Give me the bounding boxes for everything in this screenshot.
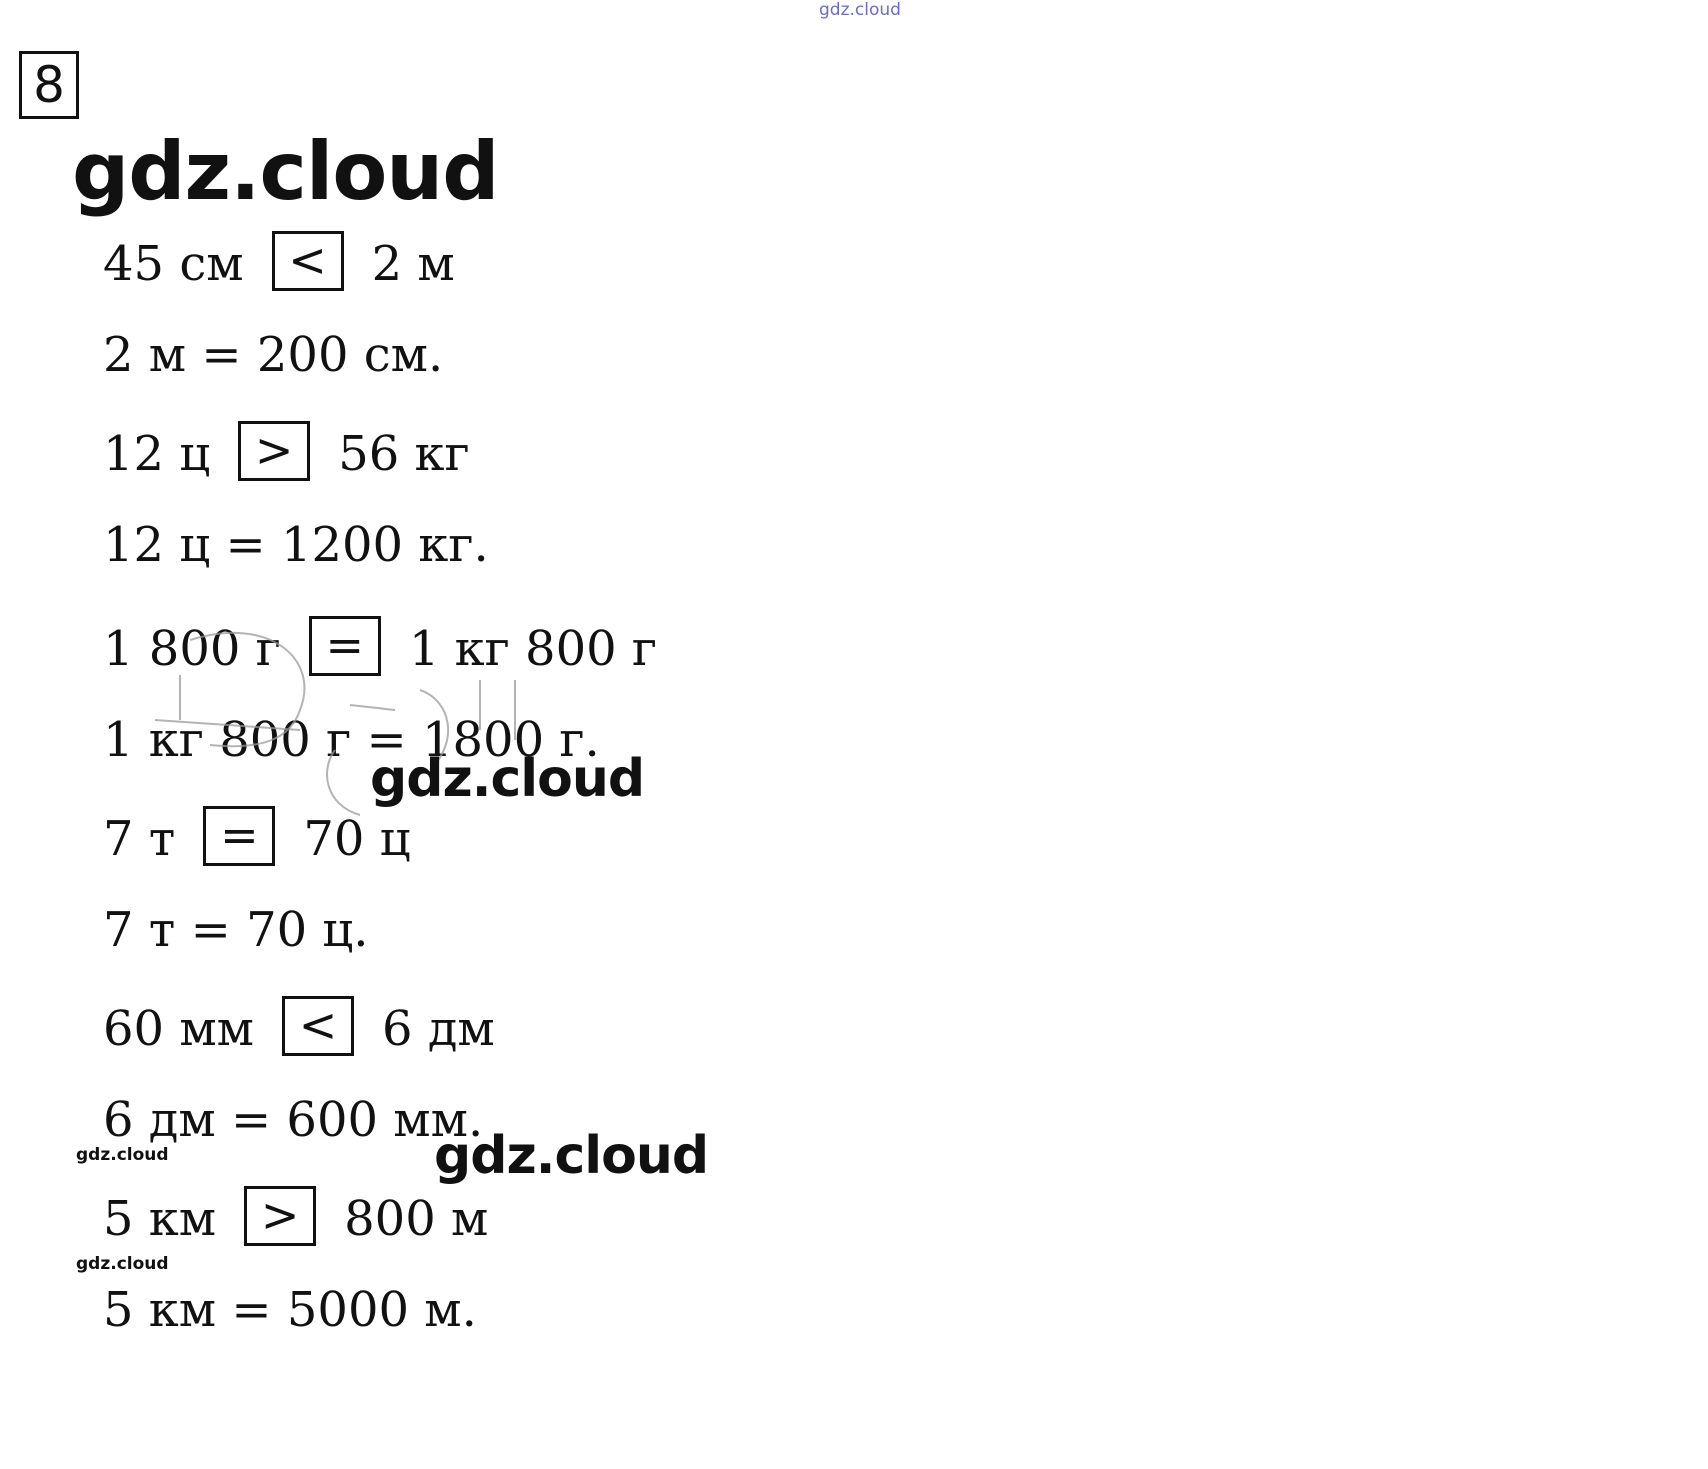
conversion-row-1: 2 м = 200 см. <box>103 327 444 383</box>
right-quantity: 6 дм <box>382 1000 495 1057</box>
comparison-sign-box: > <box>244 1186 316 1246</box>
comparison-sign-box: < <box>282 996 354 1056</box>
right-quantity: 2 м <box>371 235 455 292</box>
comparison-row-2 <box>103 420 470 480</box>
comparison-row-5 <box>103 995 495 1055</box>
watermark-middle: gdz.cloud <box>370 749 645 809</box>
comparison-row-4 <box>103 805 411 865</box>
comparison-sign-box: > <box>238 421 310 481</box>
comparison-row-6 <box>103 1185 488 1245</box>
comparison-row-1 <box>103 230 455 290</box>
right-quantity: 56 кг <box>338 425 470 482</box>
conversion-row-3: 1 кг 800 г = 1800 г. <box>103 712 600 768</box>
right-quantity: 70 ц <box>303 810 411 867</box>
right-quantity: 800 м <box>344 1190 489 1247</box>
comparison-sign-box: < <box>272 231 344 291</box>
right-quantity: 1 кг 800 г <box>408 620 658 677</box>
watermark-top: gdz.cloud <box>819 0 901 20</box>
comparison-sign-box: = <box>309 616 381 676</box>
left-quantity: 45 см <box>103 235 244 292</box>
conversion-row-4: 7 т = 70 ц. <box>103 902 369 958</box>
watermark-big: gdz.cloud <box>72 125 499 218</box>
comparison-sign-box: = <box>203 806 275 866</box>
left-quantity: 1 800 г <box>103 620 281 677</box>
left-quantity: 5 км <box>103 1190 217 1247</box>
left-quantity: 60 мм <box>103 1000 255 1057</box>
conversion-row-5: 6 дм = 600 мм. <box>103 1092 484 1148</box>
task-number: 8 <box>19 51 79 119</box>
conversion-row-6: 5 км = 5000 м. <box>103 1282 477 1338</box>
watermark-small-1: gdz.cloud <box>76 1145 169 1165</box>
watermark-lower: gdz.cloud <box>434 1126 709 1186</box>
left-quantity: 12 ц <box>103 425 211 482</box>
conversion-row-2: 12 ц = 1200 кг. <box>103 517 489 573</box>
left-quantity: 7 т <box>103 810 176 867</box>
watermark-small-2: gdz.cloud <box>76 1254 169 1274</box>
